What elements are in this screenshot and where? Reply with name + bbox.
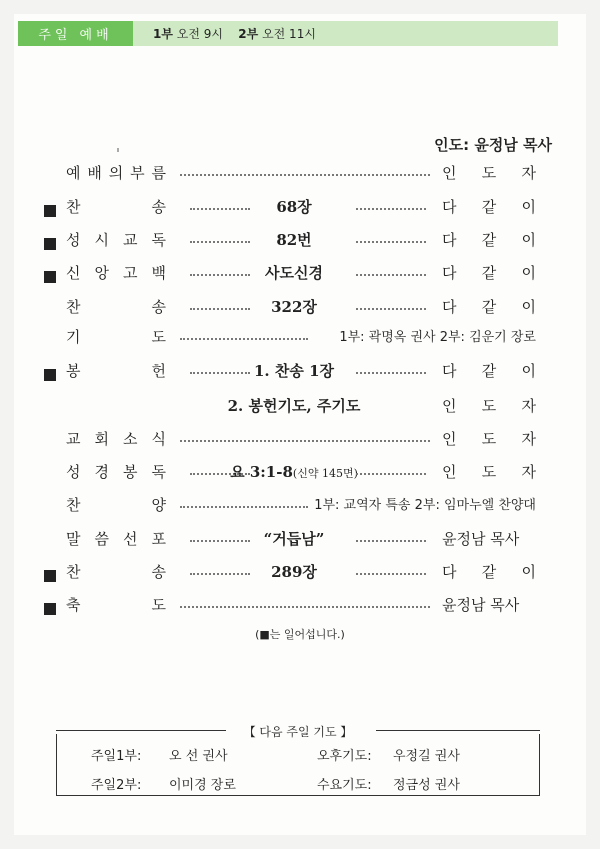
item-char: 기 <box>66 328 81 346</box>
item-char: 고 <box>123 264 138 282</box>
responder-char: 이 <box>521 298 536 316</box>
worship-row <box>0 296 600 328</box>
worship-row <box>0 428 600 460</box>
row-item <box>66 461 166 482</box>
row-responder <box>442 296 536 317</box>
p1-label: 주일1부: <box>91 749 142 764</box>
p2-name: 이미경 장로 <box>169 778 236 793</box>
responder-char: 도 <box>481 397 497 415</box>
responder-char: 다 <box>442 298 457 316</box>
leader-dots <box>356 540 426 542</box>
item-char: 소 <box>123 430 138 448</box>
item-char: 시 <box>94 231 109 249</box>
stand-marker <box>44 205 56 217</box>
responder-char: 같 <box>481 231 497 249</box>
responder-char: 인 <box>442 164 457 182</box>
responder-char: 다 <box>442 264 457 282</box>
service-tag: 주일 예배 <box>18 21 133 46</box>
item-char: 도 <box>151 596 166 614</box>
responder-char: 같 <box>481 298 497 316</box>
worship-row <box>0 395 600 427</box>
responder-char: 이 <box>521 264 536 282</box>
next-week-box <box>56 734 540 796</box>
worship-row <box>0 494 600 526</box>
responder-char: 같 <box>481 264 497 282</box>
leader-dots <box>180 506 308 508</box>
responder-char: 도 <box>481 463 497 481</box>
worship-row <box>0 561 600 593</box>
row-responder <box>442 196 536 217</box>
item-char: 말 <box>66 530 81 548</box>
responder-char: 자 <box>521 463 536 481</box>
item-char: 의 <box>108 164 124 182</box>
row-detail <box>214 196 374 217</box>
row-responder <box>442 428 536 449</box>
item-char: 름 <box>151 164 166 182</box>
row-detail <box>214 528 374 549</box>
stand-marker <box>44 238 56 250</box>
item-char: 성 <box>66 231 81 249</box>
row-responder <box>442 461 536 482</box>
leader-dots <box>180 174 430 176</box>
item-char: 양 <box>151 496 166 514</box>
responder-char: 인 <box>442 463 457 481</box>
row-detail <box>214 229 374 250</box>
responder-char: 인 <box>442 397 457 415</box>
row-item <box>66 262 166 283</box>
worship-row <box>0 229 600 261</box>
item-char: 백 <box>151 264 166 282</box>
responder-char: 다 <box>442 563 457 581</box>
item-char: 독 <box>151 231 166 249</box>
responder-char: 이 <box>521 198 536 216</box>
leader-dots <box>180 606 430 608</box>
row-responder: 윤정남 목사 <box>442 530 520 548</box>
item-char: 봉 <box>123 463 138 481</box>
item-char: 성 <box>66 463 81 481</box>
row-item <box>66 528 166 549</box>
leader-dots <box>356 573 426 575</box>
row-detail-text: 289장 <box>271 563 317 581</box>
row-detail-text: 322장 <box>271 298 317 316</box>
service1-label: 1부 <box>153 27 173 41</box>
row-item <box>66 494 166 515</box>
item-char: 헌 <box>151 362 166 380</box>
stand-marker <box>44 369 56 381</box>
item-char: 앙 <box>94 264 109 282</box>
row-detail-sub: (신약 145면) <box>292 467 358 480</box>
row-item <box>66 561 166 582</box>
item-char: 도 <box>151 328 166 346</box>
row-detail <box>214 262 374 283</box>
item-char: 교 <box>66 430 81 448</box>
row-responder: 윤정남 목사 <box>442 596 520 614</box>
scan-mark <box>117 148 119 152</box>
responder-char: 다 <box>442 231 457 249</box>
row-item <box>66 296 166 317</box>
item-char: 독 <box>151 463 166 481</box>
responder-char: 다 <box>442 362 457 380</box>
leader-dots <box>356 372 426 374</box>
leader-dots <box>356 208 426 210</box>
responder-char: 자 <box>521 164 536 182</box>
item-char: 배 <box>87 164 102 182</box>
responder-char: 자 <box>521 397 536 415</box>
worship-row <box>0 594 600 626</box>
p4-label: 수요기도: <box>317 778 372 793</box>
worship-row <box>0 262 600 294</box>
row-responder <box>442 360 536 381</box>
item-char: 찬 <box>66 298 81 316</box>
worship-row <box>0 326 600 358</box>
stand-marker <box>44 603 56 615</box>
row-detail-text: 1. 찬송 1장 <box>253 362 334 380</box>
row-detail-text: 요 3:1-8 <box>230 463 293 481</box>
row-detail-text: 2. 봉헌기도, 주기도 <box>227 397 361 415</box>
row-item <box>66 594 166 615</box>
row-detail-text: 68장 <box>276 198 312 216</box>
worship-row <box>0 360 600 392</box>
p3-name: 우정길 권사 <box>393 749 460 764</box>
service-header <box>18 21 558 46</box>
row-item <box>66 229 166 250</box>
worship-row <box>0 162 600 194</box>
worship-leader: 인도: 윤정남 목사 <box>434 136 552 154</box>
service1-time: 오전 9시 <box>176 27 224 41</box>
worship-row <box>0 461 600 493</box>
item-char: 봉 <box>66 362 81 380</box>
item-char: 축 <box>66 596 81 614</box>
row-item <box>66 196 166 217</box>
row-note: 1부: 교역자 특송 2부: 임마누엘 찬양대 <box>314 498 536 513</box>
row-responder <box>442 229 536 250</box>
item-char: 송 <box>151 198 166 216</box>
item-char: 씀 <box>94 530 109 548</box>
row-item <box>66 326 166 347</box>
responder-char: 같 <box>481 362 497 380</box>
row-item <box>66 360 166 381</box>
row-detail <box>214 296 374 317</box>
stand-note: (■는 일어섭니다.) <box>255 628 345 641</box>
p3-label: 오후기도: <box>317 749 372 764</box>
p2-label: 주일2부: <box>91 778 142 793</box>
item-char: 예 <box>66 164 81 182</box>
responder-char: 이 <box>521 563 536 581</box>
stand-marker <box>44 570 56 582</box>
row-detail-text: “거듭남” <box>263 530 325 548</box>
row-detail <box>214 360 374 381</box>
row-item <box>66 162 166 183</box>
stand-marker <box>44 271 56 283</box>
row-detail <box>214 561 374 582</box>
item-char: 선 <box>123 530 138 548</box>
item-char: 부 <box>130 164 145 182</box>
worship-row <box>0 196 600 228</box>
responder-char: 도 <box>481 164 497 182</box>
responder-char: 이 <box>521 231 536 249</box>
row-responder <box>442 262 536 283</box>
p4-name: 정금성 권사 <box>393 778 460 793</box>
next-week-title-text: 【 다음 주일 기도 】 <box>238 725 359 739</box>
leader-dots <box>356 473 426 475</box>
item-char: 회 <box>94 430 109 448</box>
row-item <box>66 428 166 449</box>
responder-char: 같 <box>481 198 497 216</box>
item-char: 신 <box>66 264 81 282</box>
item-char: 찬 <box>66 496 81 514</box>
row-responder <box>442 561 536 582</box>
responder-char: 같 <box>481 563 497 581</box>
row-detail <box>214 395 374 416</box>
service2-label: 2부 <box>238 27 259 41</box>
leader-dots <box>180 338 308 340</box>
row-detail-text: 사도신경 <box>265 264 323 282</box>
row-responder <box>442 395 536 416</box>
row-responder <box>442 162 536 183</box>
item-char: 찬 <box>66 563 81 581</box>
item-char: 식 <box>151 430 166 448</box>
leader-dots <box>180 440 430 442</box>
responder-char: 다 <box>442 198 457 216</box>
item-char: 경 <box>94 463 109 481</box>
responder-char: 인 <box>442 430 457 448</box>
responder-char: 이 <box>521 362 536 380</box>
item-char: 교 <box>123 231 138 249</box>
item-char: 송 <box>151 298 166 316</box>
item-char: 포 <box>151 530 166 548</box>
row-detail <box>214 461 374 482</box>
row-note: 1부: 곽명옥 권사 2부: 김운기 장로 <box>339 330 536 345</box>
p1-name: 오 선 권사 <box>169 749 228 764</box>
leader-dots <box>356 241 426 243</box>
service-times <box>153 25 316 42</box>
leader-dots <box>356 274 426 276</box>
item-char: 송 <box>151 563 166 581</box>
responder-char: 자 <box>521 430 536 448</box>
leader-dots <box>356 308 426 310</box>
service2-time: 오전 11시 <box>262 27 316 41</box>
worship-row <box>0 528 600 560</box>
row-detail-text: 82번 <box>276 231 312 249</box>
responder-char: 도 <box>481 430 497 448</box>
item-char: 찬 <box>66 198 81 216</box>
